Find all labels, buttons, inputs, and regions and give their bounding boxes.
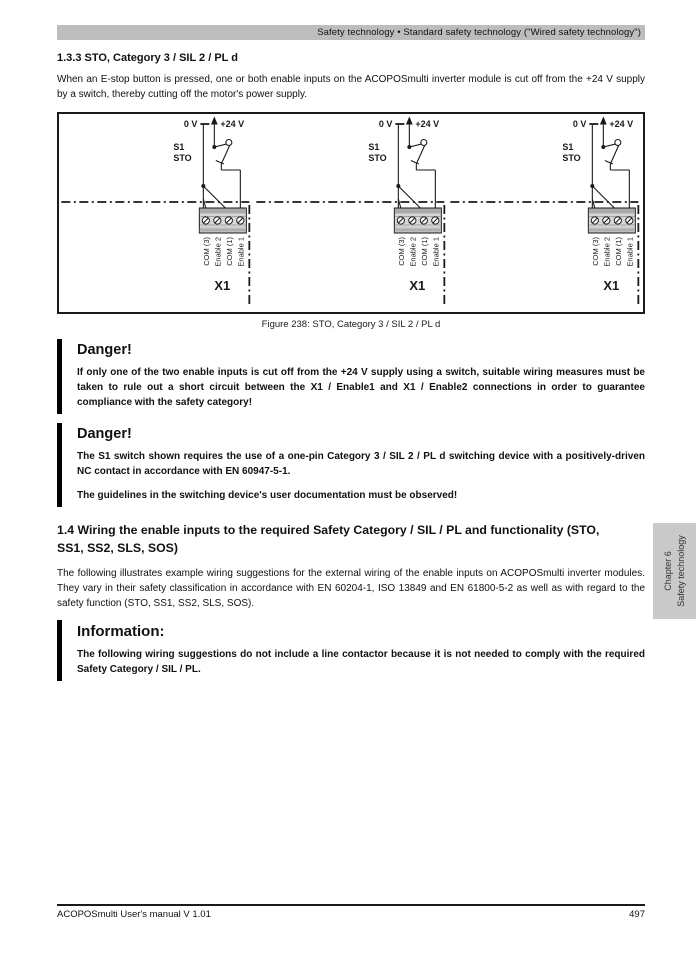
terminal-block: [394, 208, 441, 233]
label-s1: S1: [562, 142, 574, 152]
switch-blade: [416, 146, 424, 165]
label-s1: S1: [173, 142, 185, 152]
terminal-labels: [397, 237, 441, 267]
terminal-label: Enable 2: [213, 237, 223, 267]
danger-title: Danger!: [77, 342, 132, 358]
label-0v: 0 V: [378, 119, 393, 129]
page-content: [57, 0, 645, 681]
chapter-tab-line1: Chapter 6: [662, 551, 673, 591]
label-0v: 0 V: [183, 119, 198, 129]
switch-designator: [173, 142, 191, 163]
terminal-block: [589, 208, 636, 233]
terminal-label: COM (3): [591, 237, 601, 266]
terminal-label: Enable 2: [602, 237, 612, 267]
section-1-3-3-paragraph: When an E-stop button is pressed, one or both enable inputs on the ACOPOSmulti inverter module is cut off from the +24 V supply by a switch, thereby cutting off the motor's power supply.: [57, 74, 645, 100]
terminal-labels: [591, 237, 635, 267]
section-1-3-3-heading: 1.3.3 STO, Category 3 / SIL 2 / PL d: [57, 52, 238, 64]
label-s1: S1: [368, 142, 380, 152]
terminal-label: COM (1): [224, 237, 234, 266]
connector-designator-x1: X1: [214, 278, 231, 293]
terminal-block: [199, 208, 246, 233]
switch-designator: [563, 142, 581, 163]
terminal-label: COM (3): [396, 237, 406, 266]
figure-238: [57, 112, 645, 314]
switch-actuator-icon: [226, 140, 232, 146]
section-1-4-heading-line1: 1.4 Wiring the enable inputs to the required Safety Category / SIL / PL and functionality (STO,: [57, 523, 600, 537]
chapter-tab-text: [661, 535, 687, 607]
danger-title: Danger!: [77, 426, 132, 442]
plus24v-arrow-icon: [406, 117, 413, 125]
terminal-label: COM (1): [614, 237, 624, 266]
switch-blade: [611, 146, 619, 165]
danger-body-p2: The guidelines in the switching device's user documentation must be observed!: [77, 490, 458, 501]
label-sto: STO: [173, 153, 192, 163]
label-sto: STO: [368, 153, 387, 163]
section-1-4-heading-line2: SS1, SS2, SLS, SOS): [57, 540, 178, 555]
terminal-labels: [202, 237, 246, 267]
terminal-label: COM (3): [201, 237, 211, 266]
section-1-4-paragraph: The following illustrates example wiring suggestions for the external wiring of the enable inputs on ACOPOSmulti inverter modules. They vary in their safety classification in accordance with EN 60204-1, ISO 13849 and EN 61800-5-2 as well as with regard to the safety function (STO, SS1, SS2, SLS, SOS).: [57, 567, 645, 609]
information-box: [57, 620, 645, 681]
information-title: Information:: [77, 622, 165, 640]
label-24v: +24 V: [415, 119, 439, 129]
danger-body: If only one of the two enable inputs is cut off from the +24 V supply using a switch, suitable wiring measures must be taken to rule out a short circuit between the X1 / Enable1 and X1 / Enable2 connections in order to guarantee compliance with the safety category!: [77, 367, 645, 408]
danger-box-2: [57, 423, 645, 507]
figure-panels: [59, 114, 643, 312]
wiring: [201, 124, 242, 213]
switch-actuator-icon: [421, 140, 427, 146]
terminal-label: Enable 1: [236, 237, 246, 267]
label-0v: 0 V: [573, 119, 587, 129]
switch-designator: [368, 142, 386, 163]
section-1-4-heading: [57, 522, 645, 558]
connector-designator-x1: X1: [409, 278, 425, 293]
figure-caption: Figure 238: STO, Category 3 / SIL 2 / PL d: [261, 319, 441, 330]
plus24v-arrow-icon: [211, 117, 218, 125]
circuit-panel: [59, 114, 254, 310]
wiring: [591, 124, 632, 213]
chapter-tab-line2: Safety technology: [675, 535, 686, 607]
switch-actuator-icon: [615, 140, 621, 146]
label-sto: STO: [562, 153, 582, 163]
terminal-label: Enable 2: [408, 237, 418, 267]
footer-manual-title: ACOPOSmulti User's manual V 1.01: [57, 909, 211, 920]
terminal-label: Enable 1: [431, 237, 441, 267]
wiring: [396, 124, 437, 213]
running-header: Safety technology • Standard safety technology ("Wired safety technology"): [57, 25, 645, 40]
circuit-panel: [448, 114, 643, 310]
terminal-label: Enable 1: [625, 237, 635, 267]
information-body: The following wiring suggestions do not include a line contactor because it is not needed to comply with the required Safety Category / SIL / PL.: [77, 648, 645, 675]
label-24v: +24 V: [609, 119, 634, 129]
page-footer: [57, 904, 645, 920]
chapter-tab: [653, 523, 696, 619]
connector-designator-x1: X1: [603, 278, 620, 293]
footer-page-number: 497: [629, 909, 645, 920]
switch-blade: [221, 146, 229, 165]
danger-body-p1: The S1 switch shown requires the use of a one-pin Category 3 / SIL 2 / PL d switching device with a positively-driven NC contact in accordance with EN 60947-5-1.: [77, 451, 645, 477]
danger-box-1: [57, 339, 645, 414]
terminal-label: COM (1): [419, 237, 429, 266]
label-24v: +24 V: [220, 119, 245, 129]
circuit-panel: [254, 114, 449, 310]
plus24v-arrow-icon: [600, 117, 607, 125]
